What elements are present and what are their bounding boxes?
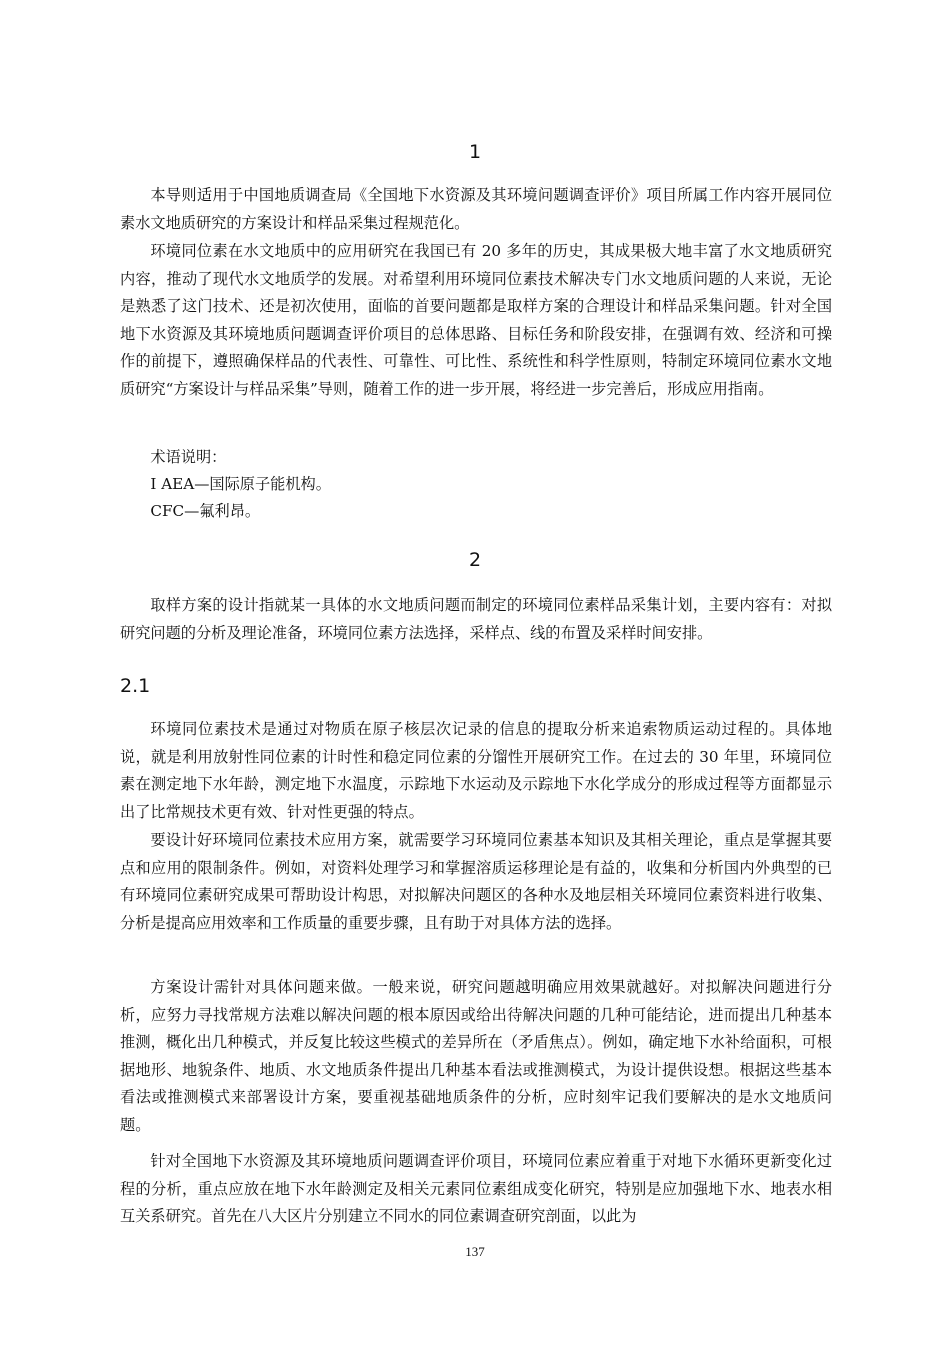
section-1-paragraph-2: 环境同位素在水文地质中的应用研究在我国已有 20 多年的历史，其成果极大地丰富了水文地质研究内容，推动了现代水文地质学的发展。对希望利用环境同位素技术解决专门水文地质问题的人来说，无论是熟悉了这门技术、还是初次使用，面临的首要问题都是取样方案的合理设计和样品采集问题。针对全国地下水资源及其环境地质问题调查评价项目的总体思路、目标任务和阶段安排，在强调有效、经济和可操作的前提下，遵照确保样品的代表性、可靠性、可比性、系统性和科学性原则，特制定环境同位素水文地质研究“方案设计与样品采集”导则，随着工作的进一步开展，将经进一步完善后，形成应用指南。 — [120, 242, 832, 398]
section-1-heading: 1 — [468, 141, 482, 163]
section-2-1-paragraph-3: 方案设计需针对具体问题来做。一般来说，研究问题越明确应用效果就越好。对拟解决问题进行分析，应努力寻找常规方法难以解决问题的根本原因或给出待解决问题的几种可能结论，进而提出几种基本推测，概化出几种模式，并反复比较这些模式的差异所在（矛盾焦点）。例如，确定地下水补给面积，可根据地形、地貌条件、地质、水文地质条件提出几种基本看法或推测模式，为设计提供设想。根据这些基本看法或推测模式来部署设计方案，要重视基础地质条件的分析，应时刻牢记我们要解决的是水文地质问题。 — [120, 978, 832, 1134]
section-2-1-paragraph-4: 针对全国地下水资源及其环境地质问题调查评价项目，环境同位素应着重于对地下水循环更新变化过程的分析，重点应放在地下水年龄测定及相关元素同位素组成变化研究，特别是应加强地下水、地表水相互关系研究。首先在八大区片分别建立不同水的同位素调查研究剖面，以此为 — [120, 1152, 832, 1226]
section-2-1-paragraph-1: 环境同位素技术是通过对物质在原子核层次记录的信息的提取分析来追索物质运动过程的。具体地说，就是利用放射性同位素的计时性和稳定同位素的分馏性开展研究工作。在过去的 30 年里，环境同位素在测定地下水年龄，测定地下水温度，示踪地下水运动及示踪地下水化学成分的形成过程等方面都显示出了比常规技术更有效、针对性更强的特点。 — [120, 720, 832, 821]
section-2-paragraph-1: 取样方案的设计指就某一具体的水文地质问题而制定的环境同位素样品采集计划，主要内容有：对拟研究问题的分析及理论准备，环境同位素方法选择，采样点、线的布置及采样时间安排。 — [120, 596, 832, 642]
section-2-1-paragraph-2: 要设计好环境同位素技术应用方案，就需要学习环境同位素基本知识及其相关理论，重点是掌握其要点和应用的限制条件。例如，对资料处理学习和掌握溶质运移理论是有益的，收集和分析国内外典型的已有环境同位素研究成果可帮助设计构思，对拟解决问题区的各种水及地层相关环境同位素资料进行收集、分析是提高应用效率和工作质量的重要步骤，且有助于对具体方法的选择。 — [120, 831, 832, 932]
section-2-1-heading: 2.1 — [120, 675, 151, 697]
terms-label: 术语说明： — [150, 448, 227, 466]
section-1-paragraph-1: 本导则适用于中国地质调查局《全国地下水资源及其环境问题调查评价》项目所属工作内容开展同位素水文地质研究的方案设计和样品采集过程规范化。 — [120, 186, 832, 232]
term-iaea: I AEA—国际原子能机构。 — [150, 475, 331, 493]
term-cfc: CFC—氟利昂。 — [150, 502, 261, 520]
page-number: 137 — [465, 1244, 485, 1259]
section-2-heading: 2 — [468, 549, 482, 571]
